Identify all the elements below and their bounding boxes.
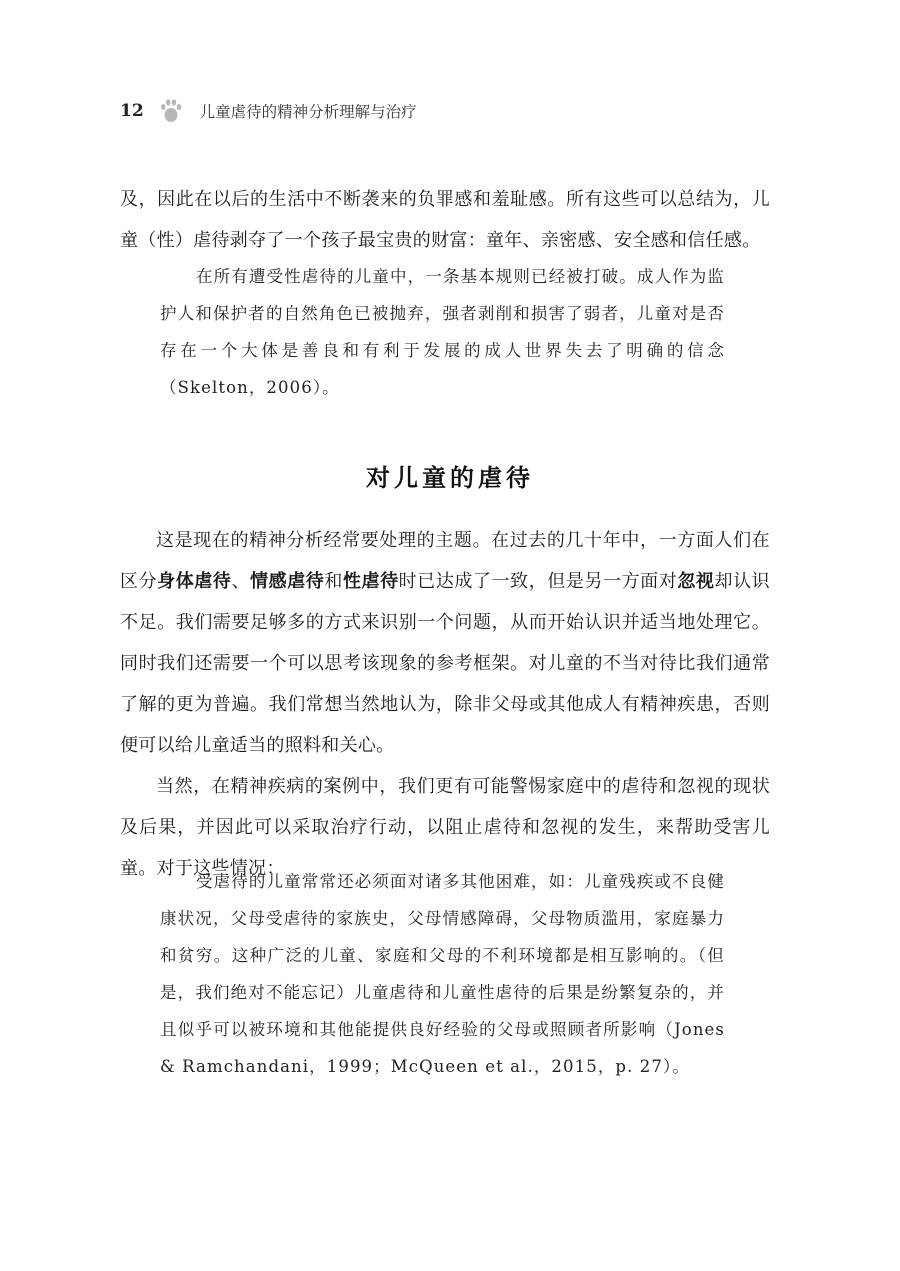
paragraph-abuse-types: 这是现在的精神分析经常要处理的主题。在过去的几十年中，一方面人们在区分身体虐待、情感虐待和性虐待时已达成了一致，但是另一方面对忽视却认识不足。我们需要足够多的方式来识别一个问题，从而开始认识并适当地处理它。同时我们还需要一个可以思考该现象的参考框架。对儿童的不当对待比我们通常了解的更为普遍。我们常想当然地认为，除非父母或其他成人有精神疾患，否则便可以给儿童适当的照料和关心。 [120,530,770,756]
paw-print-icon [160,98,182,124]
paragraph-text: 及，因此在以后的生活中不断袭来的负罪感和羞耻感。所有这些可以总结为，儿童（性）虐待剥夺了一个孩子最宝贵的财富：童年、亲密感、安全感和信任感。 [120,189,770,251]
block-quote-skelton [160,258,725,406]
quote-text: 在所有遭受性虐待的儿童中，一条基本规则已经被打破。成人作为监护人和保护者的自然角色已被抛弃，强者剥削和损害了弱者，儿童对是否存在一个大体是善良和有利于发展的成人世界失去了明确的信念（Skelton，2006）。 [160,267,725,397]
section-title: 对儿童的虐待 [366,463,534,492]
paragraph-continuation [120,179,770,261]
term-physical-abuse: 身体虐待 [157,571,232,592]
block-quote-jones [160,863,725,1085]
term-sexual-abuse: 性虐待 [342,571,399,592]
term-emotional-abuse: 情感虐待 [250,571,325,592]
paragraph-mental-illness: 当然，在精神疾病的案例中，我们更有可能警惕家庭中的虐待和忽视的现状及后果，并因此可以采取治疗行动，以阻止虐待和忽视的发生，来帮助受害儿童。对于这些情况： [120,776,770,879]
running-header [120,96,417,126]
book-title: 儿童虐待的精神分析理解与治疗 [199,103,417,121]
quote-text: 受虐待的儿童常常还必须面对诸多其他困难，如：儿童残疾或不良健康状况，父母受虐待的家族史，父母情感障碍，父母物质滥用，家庭暴力和贫穷。这种广泛的儿童、家庭和父母的不利环境都是相互影响的。（但是，我们绝对不能忘记）儿童虐待和儿童性虐待的后果是纷繁复杂的，并且似乎可以被环境和其他能提供良好经验的父母或照顾者所影响（Jones & Ramchandani，1999；McQueen et al.，2015，p. 27）。 [160,872,725,1076]
body-paragraphs [120,520,770,889]
term-neglect: 忽视 [677,571,715,592]
page-number: 12 [120,101,144,121]
